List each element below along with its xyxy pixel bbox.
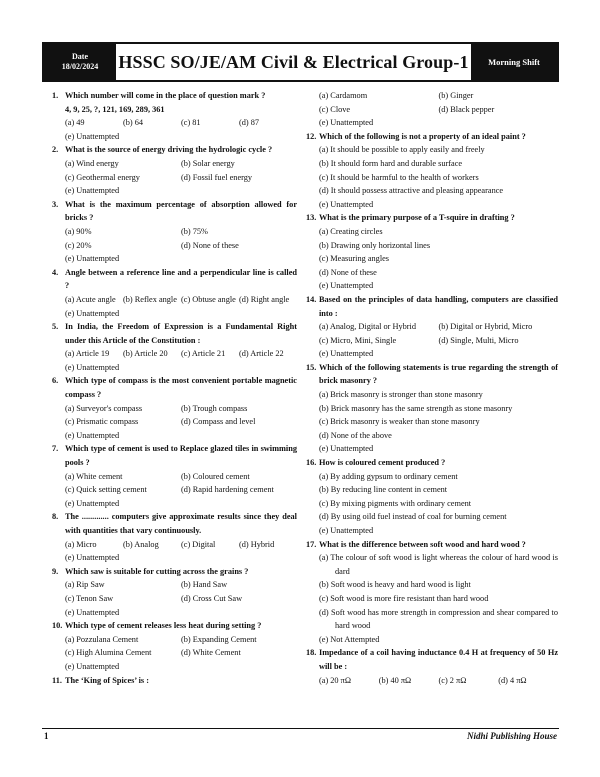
option-unattempted: (e) Unattempted bbox=[65, 661, 120, 671]
option: (b) Ginger bbox=[438, 91, 474, 100]
option-unattempted: (e) Unattempted bbox=[65, 430, 120, 440]
question-number: 17. bbox=[306, 539, 317, 549]
option: (d) None of these bbox=[181, 240, 239, 250]
option: (e) Not Attempted bbox=[319, 634, 380, 644]
option: (c) Soft wood is more fire resistant than hard wood bbox=[319, 593, 489, 603]
date-label: Date bbox=[72, 52, 88, 61]
option-unattempted: (e) Unattempted bbox=[65, 607, 120, 617]
option: (d) Article 22 bbox=[239, 349, 284, 359]
question-stem: Which of the following statements is true regarding the strength of brick masonry ? bbox=[319, 362, 558, 386]
options-group bbox=[306, 674, 558, 688]
question-block bbox=[52, 510, 297, 564]
options-group bbox=[52, 347, 297, 374]
options-group bbox=[306, 89, 558, 130]
question-stem: Which type of compass is the most convenient portable magnetic compass ? bbox=[65, 376, 297, 400]
option: (b) Soft wood is heavy and hard wood is light bbox=[319, 580, 471, 590]
date-value: 18/02/2024 bbox=[61, 62, 99, 71]
option: (c) Article 21 bbox=[181, 349, 226, 359]
question-stem: Impedance of a coil having inductance 0.4 H at frequency of 50 Hz will be : bbox=[319, 648, 558, 671]
option: (b) Expanding Cement bbox=[181, 634, 257, 644]
publisher-name: Nidhi Publishing House bbox=[466, 731, 557, 741]
option-unattempted: (e) Unattempted bbox=[319, 118, 374, 128]
option: (a) White cement bbox=[65, 471, 123, 481]
option: (c) Quick setting cement bbox=[65, 485, 147, 495]
option-unattempted: (e) Unattempted bbox=[65, 186, 120, 196]
question-stem: Which type of cement is used to Replace glazed tiles in swimming pools ? bbox=[65, 444, 297, 468]
options-row bbox=[65, 157, 297, 171]
question-stem: Angle between a reference line and a perpendicular line is called ? bbox=[65, 267, 297, 291]
option: (c) High Alumina Cement bbox=[65, 648, 152, 658]
option: (b) 64 bbox=[123, 118, 144, 128]
option: (c) Geothermal energy bbox=[65, 172, 140, 182]
options-group bbox=[52, 293, 297, 320]
option: (d) 87 bbox=[239, 118, 260, 128]
options-row bbox=[65, 225, 297, 239]
option: (c) Measuring angles bbox=[319, 254, 390, 264]
option: (a) Analog, Digital or Hybrid bbox=[319, 322, 417, 332]
question-stem: Which of the following is not a property of an ideal paint ? bbox=[319, 131, 526, 141]
option: (a) It should be possible to apply easily and freely bbox=[319, 145, 485, 155]
option: (e) Unattempted bbox=[319, 444, 374, 454]
option: (b) 40 πΩ bbox=[378, 675, 412, 685]
option-unattempted: (e) Unattempted bbox=[65, 498, 120, 508]
question-text bbox=[52, 198, 297, 225]
question-text bbox=[52, 619, 297, 633]
options-row bbox=[319, 674, 558, 688]
options-row bbox=[65, 239, 297, 253]
question-text bbox=[306, 130, 558, 144]
question-number: 14. bbox=[306, 294, 317, 304]
question-block bbox=[52, 619, 297, 673]
options-row bbox=[65, 347, 297, 361]
options-row bbox=[65, 293, 297, 307]
option: (e) Unattempted bbox=[319, 526, 374, 535]
options-row bbox=[65, 415, 297, 429]
question-number: 5. bbox=[52, 322, 59, 332]
question-number: 13. bbox=[306, 213, 317, 223]
options-row bbox=[65, 646, 297, 660]
question-number: 16. bbox=[306, 458, 317, 468]
option: (a) 90% bbox=[65, 226, 92, 236]
options-row bbox=[65, 633, 297, 647]
option: (b) Trough compass bbox=[181, 403, 248, 413]
option: (c) Brick masonry is weaker than stone masonry bbox=[319, 417, 480, 427]
option: (a) Brick masonry is stronger than stone masonry bbox=[319, 390, 483, 400]
options-group bbox=[306, 143, 558, 211]
question-block bbox=[52, 89, 297, 143]
option: (a) Rip Saw bbox=[65, 580, 105, 590]
option: (c) 2 πΩ bbox=[438, 675, 467, 685]
question-block bbox=[52, 320, 297, 374]
option: (a) Cardamom bbox=[319, 91, 368, 100]
question-stem: The ‘King of Spices’ is : bbox=[65, 675, 149, 685]
option-unattempted: (e) Unattempted bbox=[65, 254, 120, 264]
question-number: 3. bbox=[52, 199, 59, 209]
option: (d) Cross Cut Saw bbox=[181, 593, 243, 603]
question-block bbox=[306, 211, 558, 293]
question-block bbox=[52, 266, 297, 320]
question-text bbox=[52, 143, 297, 157]
options-row bbox=[65, 470, 297, 484]
option: (d) Rapid hardening cement bbox=[181, 485, 274, 495]
options-row bbox=[319, 103, 558, 117]
options-group bbox=[52, 402, 297, 443]
option: (d) Soft wood has more strength in compression and shear compared to hard wood bbox=[319, 607, 558, 631]
options-group bbox=[306, 225, 558, 293]
option: (a) Surveyor's compass bbox=[65, 403, 143, 413]
question-text bbox=[52, 442, 297, 469]
options-row bbox=[65, 116, 297, 130]
question-text bbox=[52, 320, 297, 347]
options-row bbox=[319, 320, 558, 334]
option: (b) Hand Saw bbox=[181, 580, 228, 590]
option: (b) Article 20 bbox=[123, 349, 168, 359]
question-stem: What is the primary purpose of a T-squire in drafting ? bbox=[319, 213, 515, 223]
option: (a) Micro bbox=[65, 539, 97, 549]
option: (b) Solar energy bbox=[181, 158, 235, 168]
question-stem: The ............. computers give approximate results since they deal with quantities that vary continuously. bbox=[65, 512, 297, 535]
question-block bbox=[306, 361, 558, 456]
option: (c) By mixing pigments with ordinary cement bbox=[319, 498, 472, 508]
question-block bbox=[52, 374, 297, 442]
question-stem: Which number will come in the place of question mark ? bbox=[65, 91, 266, 100]
option: (a) 20 πΩ bbox=[319, 675, 352, 685]
option: (c) 20% bbox=[65, 240, 92, 250]
question-number: 9. bbox=[52, 566, 59, 576]
option: (e) Unattempted bbox=[319, 199, 374, 209]
question-number: 10. bbox=[52, 621, 63, 631]
question-block bbox=[52, 198, 297, 266]
page-header bbox=[42, 42, 559, 82]
options-row bbox=[319, 334, 558, 348]
question-text bbox=[306, 538, 558, 552]
option: (d) By using oild fuel instead of coal for burning cement bbox=[319, 512, 507, 522]
question-block bbox=[306, 646, 558, 687]
question-number: 6. bbox=[52, 376, 59, 386]
option: (d) Hybrid bbox=[239, 539, 275, 549]
question-number: 2. bbox=[52, 145, 59, 155]
options-group bbox=[306, 388, 558, 456]
question-text bbox=[52, 674, 297, 688]
question-sequence: 4, 9, 25, ?, 121, 169, 289, 361 bbox=[65, 104, 165, 114]
option: (d) None of the above bbox=[319, 430, 392, 440]
options-row bbox=[65, 483, 297, 497]
question-number: 1. bbox=[52, 91, 59, 100]
question-block bbox=[52, 674, 297, 688]
question-number: 7. bbox=[52, 444, 59, 454]
option: (a) Creating circles bbox=[319, 226, 383, 236]
question-block bbox=[306, 293, 558, 361]
option: (a) By adding gypsum to ordinary cement bbox=[319, 471, 458, 481]
question-text bbox=[52, 374, 297, 401]
option: (d) It should possess attractive and pleasing appearance bbox=[319, 186, 504, 196]
question-number: 15. bbox=[306, 362, 317, 372]
question-number: 12. bbox=[306, 131, 317, 141]
option: (a) Wind energy bbox=[65, 158, 119, 168]
options-group bbox=[52, 578, 297, 619]
option-unattempted: (e) Unattempted bbox=[65, 308, 120, 318]
option: (c) Obtuse angle bbox=[181, 294, 236, 304]
question-block bbox=[52, 143, 297, 197]
option: (b) By reducing line content in cement bbox=[319, 485, 448, 495]
option: (c) It should be harmful to the health of workers bbox=[319, 172, 479, 182]
option: (b) Analog bbox=[123, 539, 159, 549]
question-block bbox=[306, 456, 558, 538]
option: (a) Acute angle bbox=[65, 294, 116, 304]
question-number: 11. bbox=[52, 675, 62, 685]
question-text bbox=[306, 456, 558, 470]
options-group bbox=[52, 633, 297, 674]
exam-date-box bbox=[44, 44, 116, 80]
right-column bbox=[306, 89, 558, 687]
question-text bbox=[306, 293, 558, 320]
option: (b) Reflex angle bbox=[123, 294, 177, 304]
option-unattempted: (e) Unattempted bbox=[65, 362, 120, 372]
option: (d) Single, Multi, Micro bbox=[438, 335, 519, 345]
options-group bbox=[306, 551, 558, 646]
options-group bbox=[52, 538, 297, 565]
question-text bbox=[52, 89, 297, 103]
question-block bbox=[52, 442, 297, 510]
question-text bbox=[306, 211, 558, 225]
option: (b) 75% bbox=[181, 226, 208, 236]
question-text bbox=[306, 361, 558, 388]
option: (c) Micro, Mini, Single bbox=[319, 335, 397, 345]
exam-title: HSSC SO/JE/AM Civil & Electrical Group-1 bbox=[118, 51, 469, 72]
option: (b) It should form hard and durable surface bbox=[319, 158, 463, 168]
option: (b) Coloured cement bbox=[181, 471, 250, 481]
options-row bbox=[65, 402, 297, 416]
option: (d) Compass and level bbox=[181, 417, 256, 427]
options-row bbox=[319, 89, 558, 103]
options-row bbox=[65, 578, 297, 592]
option: (a) Pozzulana Cement bbox=[65, 634, 139, 644]
question-block bbox=[306, 130, 558, 212]
footer-divider bbox=[42, 728, 559, 729]
option: (d) Black pepper bbox=[438, 104, 495, 114]
question-stem: Which saw is suitable for cutting across the grains ? bbox=[65, 566, 249, 576]
option: (d) 4 πΩ bbox=[498, 675, 527, 685]
question-stem: What is the source of energy driving the hydrologic cycle ? bbox=[65, 145, 273, 155]
question-text bbox=[52, 510, 297, 537]
option: (a) The colour of soft wood is light whereas the colour of hard wood is dard bbox=[319, 553, 558, 576]
options-row bbox=[65, 171, 297, 185]
options-group bbox=[306, 470, 558, 538]
question-stem: Which type of cement releases less heat during setting ? bbox=[65, 621, 262, 631]
option: (d) Right angle bbox=[239, 294, 290, 304]
option: (d) Fossil fuel energy bbox=[181, 172, 253, 182]
question-text bbox=[306, 646, 558, 673]
options-row bbox=[65, 538, 297, 552]
options-group bbox=[52, 470, 297, 511]
question-text bbox=[52, 565, 297, 579]
left-column bbox=[52, 89, 297, 687]
option-unattempted: (e) Unattempted bbox=[65, 131, 120, 141]
question-text bbox=[52, 266, 297, 293]
options-group bbox=[52, 103, 297, 144]
options-group bbox=[306, 320, 558, 361]
question-number: 8. bbox=[52, 512, 59, 522]
option: (a) 49 bbox=[65, 118, 85, 128]
question-number: 18. bbox=[306, 648, 317, 658]
question-number: 4. bbox=[52, 267, 59, 277]
question-block bbox=[52, 565, 297, 619]
option: (d) None of these bbox=[319, 267, 377, 277]
option: (c) Digital bbox=[181, 539, 216, 549]
option: (b) Brick masonry has the same strength as stone masonry bbox=[319, 403, 513, 413]
question-stem: How is coloured cement produced ? bbox=[319, 458, 446, 468]
option: (c) Tenon Saw bbox=[65, 593, 114, 603]
shift-label: Morning Shift bbox=[471, 44, 557, 80]
option: (d) White Cement bbox=[181, 648, 241, 658]
options-group bbox=[52, 225, 297, 266]
page-number: 1 bbox=[44, 731, 49, 741]
question-stem: Based on the principles of data handling, computers are classified into : bbox=[319, 294, 558, 318]
options-row bbox=[65, 592, 297, 606]
option-unattempted: (e) Unattempted bbox=[319, 349, 374, 359]
option: (c) Clove bbox=[319, 104, 351, 114]
option: (c) 81 bbox=[181, 118, 201, 128]
question-stem: What is the maximum percentage of absorption allowed for bricks ? bbox=[65, 199, 297, 223]
question-stem: What is the difference between soft wood and hard wood ? bbox=[319, 539, 526, 549]
option: (b) Digital or Hybrid, Micro bbox=[438, 322, 533, 332]
option: (e) Unattempted bbox=[319, 281, 374, 291]
option: (a) Article 19 bbox=[65, 349, 110, 359]
option-unattempted: (e) Unattempted bbox=[65, 553, 120, 563]
option: (c) Prismatic compass bbox=[65, 417, 139, 427]
question-block bbox=[306, 89, 558, 130]
question-stem: In India, the Freedom of Expression is a Fundamental Right under this Article of the Constitution : bbox=[65, 322, 297, 345]
option: (b) Drawing only horizontal lines bbox=[319, 240, 431, 250]
question-block bbox=[306, 538, 558, 647]
options-group bbox=[52, 157, 297, 198]
